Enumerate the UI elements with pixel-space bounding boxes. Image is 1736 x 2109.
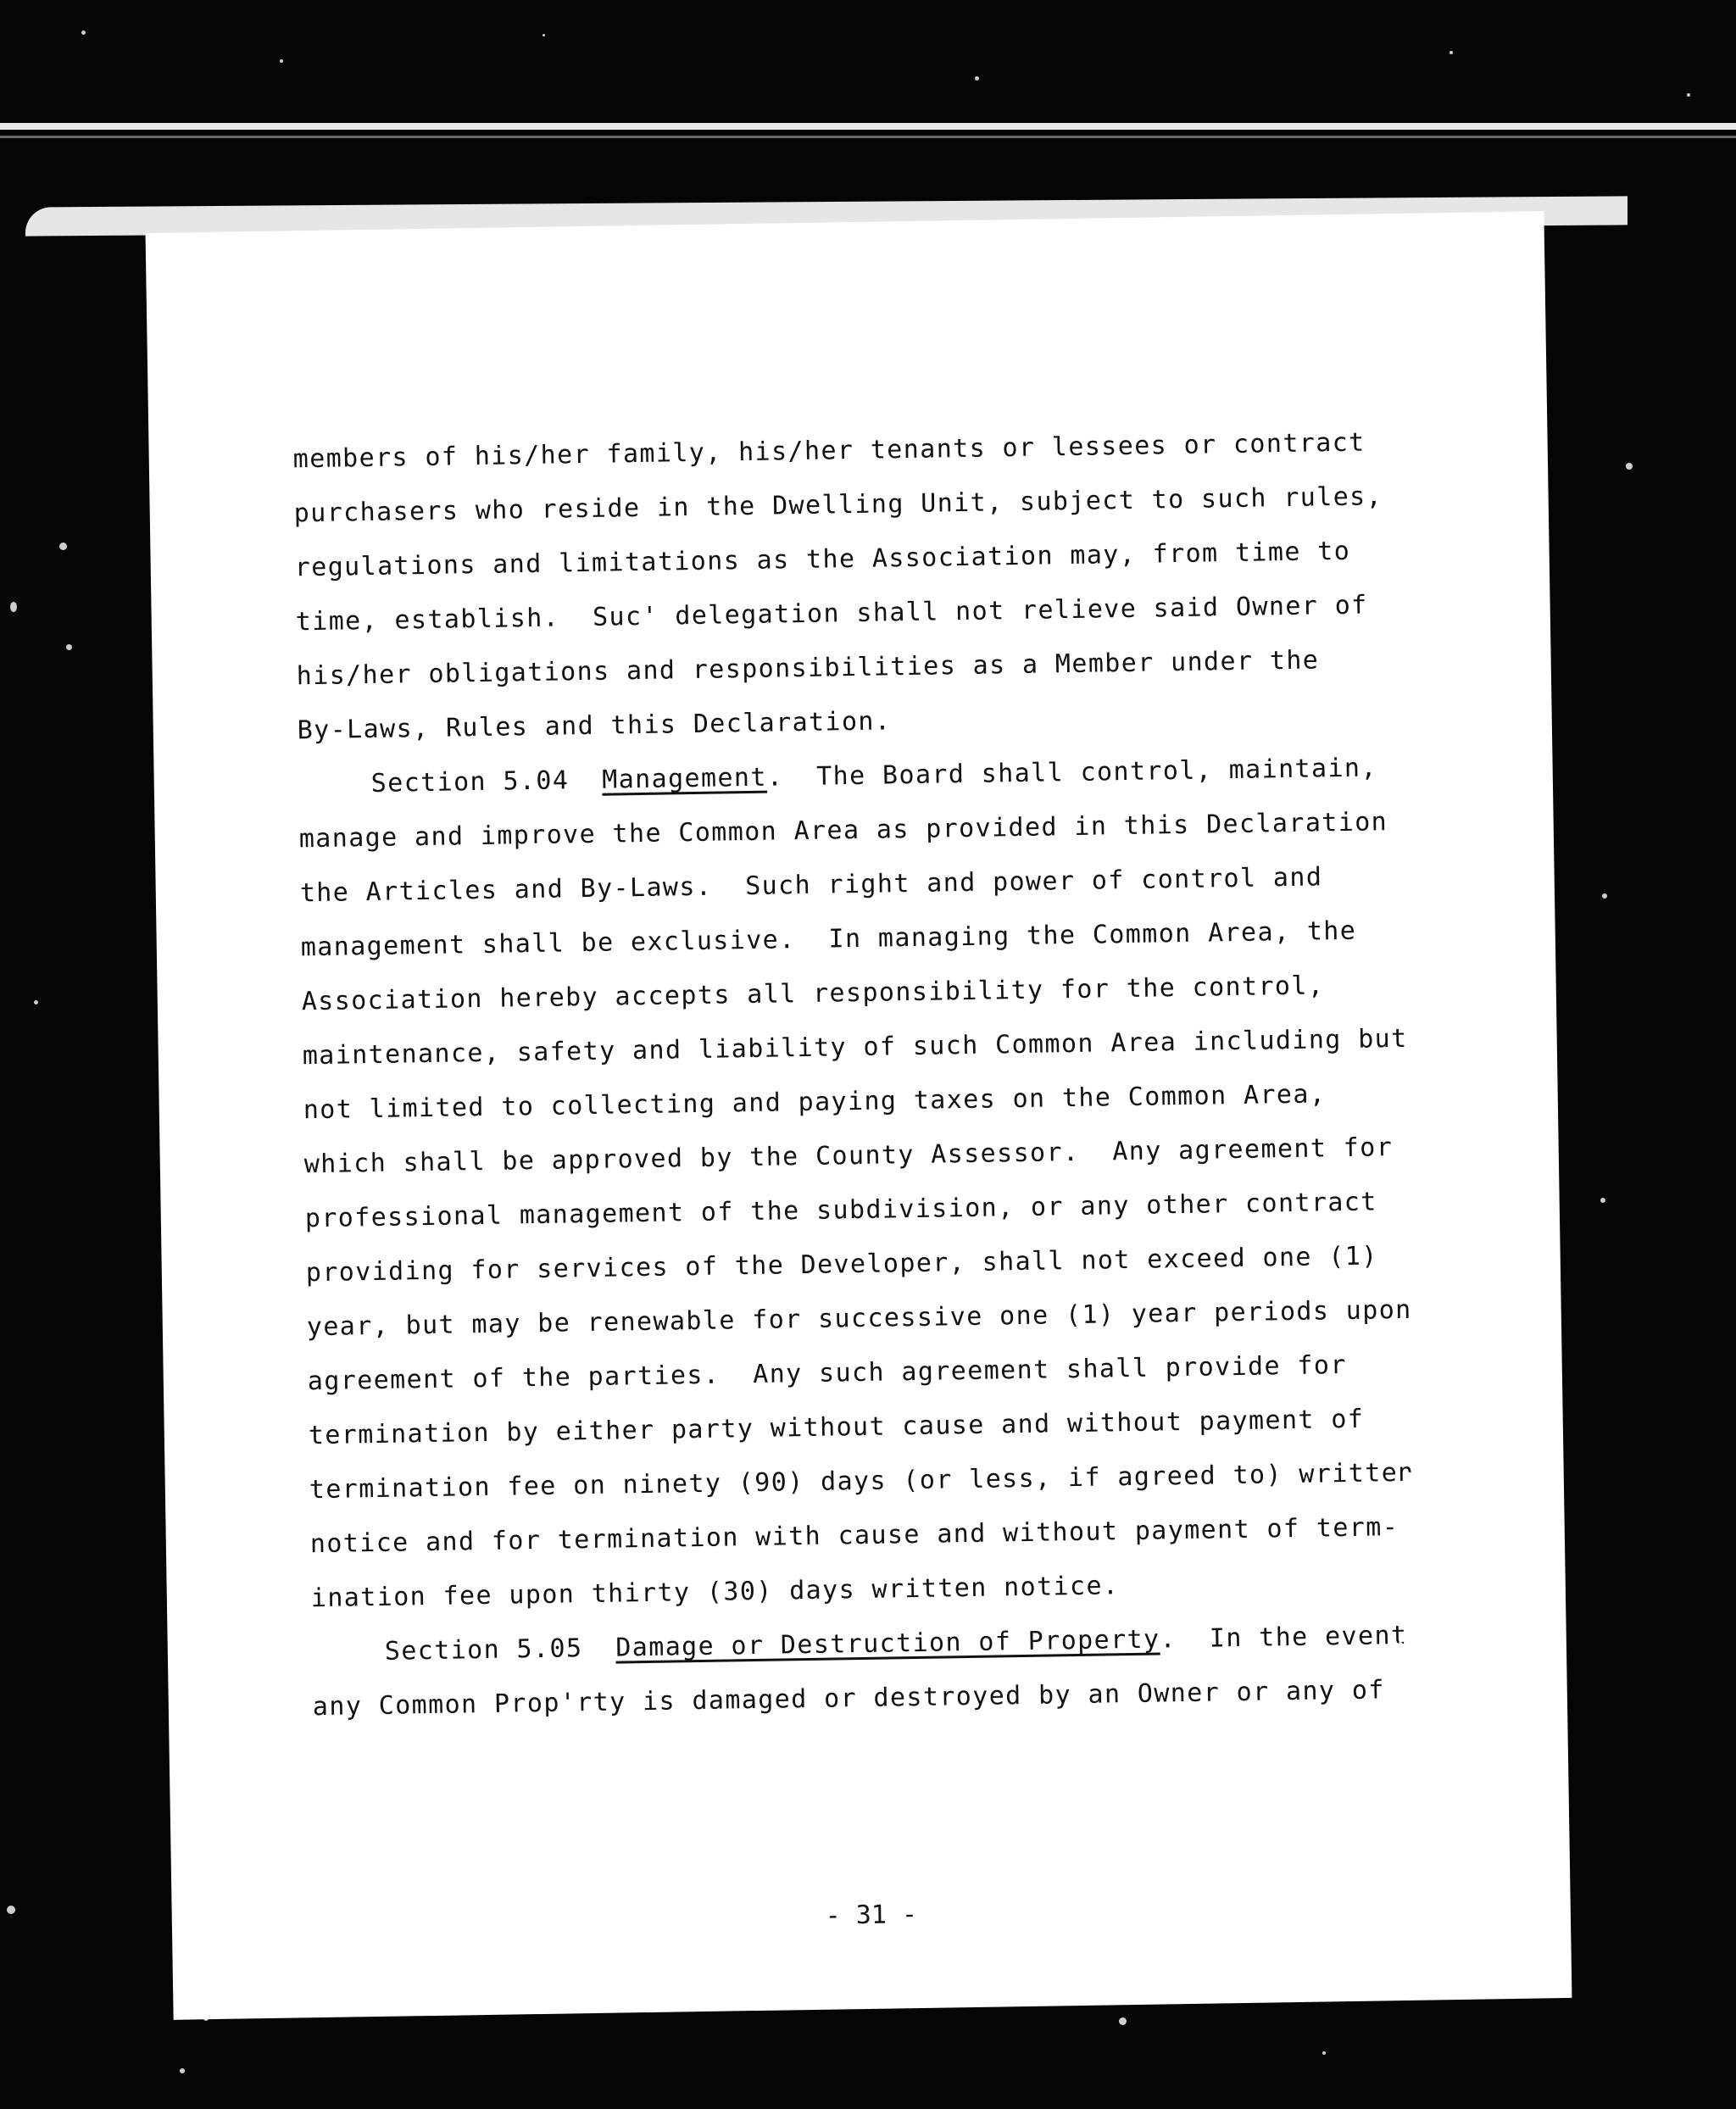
text-line: termination fee on ninety (90) days (or less, if agreed to) written — [309, 1457, 1415, 1505]
scan-speck — [1119, 2017, 1127, 2025]
text-line: management shall be exclusive. In managing the Common Area, the — [300, 915, 1357, 963]
scan-speck — [1687, 93, 1690, 97]
text-run: . The Board shall control, maintain, — [766, 753, 1378, 793]
scan-speck — [34, 1000, 38, 1004]
scan-border-line — [0, 123, 1736, 130]
text-line: any Common Prop'rty is damaged or destroyed by an Owner or any of — [312, 1675, 1385, 1722]
text-line: time, establish. Suc' delegation shall not relieve said Owner of — [295, 590, 1368, 637]
text-line: agreement of the parties. Any such agreement shall provide for — [307, 1349, 1348, 1397]
scan-speck — [66, 644, 72, 650]
scan-speck — [7, 1906, 15, 1914]
text-line: his/her obligations and responsibilities as a Member under the — [296, 645, 1320, 692]
scan-speck — [180, 2068, 185, 2073]
text-line: the Articles and By-Laws. Such right and power of control and — [299, 862, 1323, 909]
section-number: Section 5.05 — [384, 1633, 616, 1667]
text-run: . In the event — [1160, 1620, 1408, 1655]
text-line: Association hereby accepts all responsibility for the control, — [301, 971, 1325, 1017]
text-line: not limited to collecting and paying taxes on the Common Area, — [303, 1079, 1327, 1126]
scan-speck — [542, 34, 545, 36]
text-line: ination fee upon thirty (30) days written notice. — [310, 1571, 1120, 1614]
text-line: providing for services of the Developer, shall not exceed one (1) — [305, 1241, 1378, 1288]
document-page — [146, 211, 1572, 2020]
text-line: professional management of the subdivision, or any other contract — [304, 1187, 1377, 1234]
scan-speck — [1626, 463, 1633, 470]
text-line: purchasers who reside in the Dwelling Unit, subject to such rules, — [293, 481, 1383, 529]
text-line: which shall be approved by the County Assessor. Any agreement for — [303, 1132, 1394, 1180]
text-line: By-Laws, Rules and this Declaration. — [297, 706, 892, 746]
section-title: Management — [601, 762, 768, 795]
text-line: manage and improve the Common Area as provided in this Declaration — [298, 807, 1388, 854]
scan-speck — [10, 602, 17, 612]
text-line: termination by either party without cause and without payment of — [308, 1404, 1365, 1451]
scan-speck — [59, 543, 67, 550]
scan-speck — [1449, 51, 1453, 54]
scan-speck — [975, 76, 979, 81]
margin-stamp: 7490 1026 — [1388, 1441, 1444, 1721]
scan-border-shadow — [0, 136, 1736, 138]
scan-speck — [280, 59, 283, 63]
section-title: Damage or Destruction of Property — [615, 1624, 1160, 1663]
scan-speck — [1322, 2051, 1326, 2055]
page-number: - 31 - — [825, 1900, 918, 1931]
scan-speck — [81, 31, 86, 35]
text-line: notice and for termination with cause and without payment of term- — [309, 1512, 1399, 1560]
text-line: year, but may be renewable for successive one (1) year periods upon — [306, 1294, 1412, 1343]
body-text — [292, 415, 1483, 1734]
section-number: Section 5.04 — [370, 765, 603, 799]
scan-speck — [1600, 1198, 1605, 1203]
text-line: regulations and limitations as the Association may, from time to — [294, 536, 1351, 583]
text-line: members of his/her family, his/her tenants or lessees or contract — [292, 427, 1366, 475]
scan-speck — [1602, 893, 1607, 899]
text-line: maintenance, safety and liability of such Common Area including but — [302, 1023, 1408, 1071]
